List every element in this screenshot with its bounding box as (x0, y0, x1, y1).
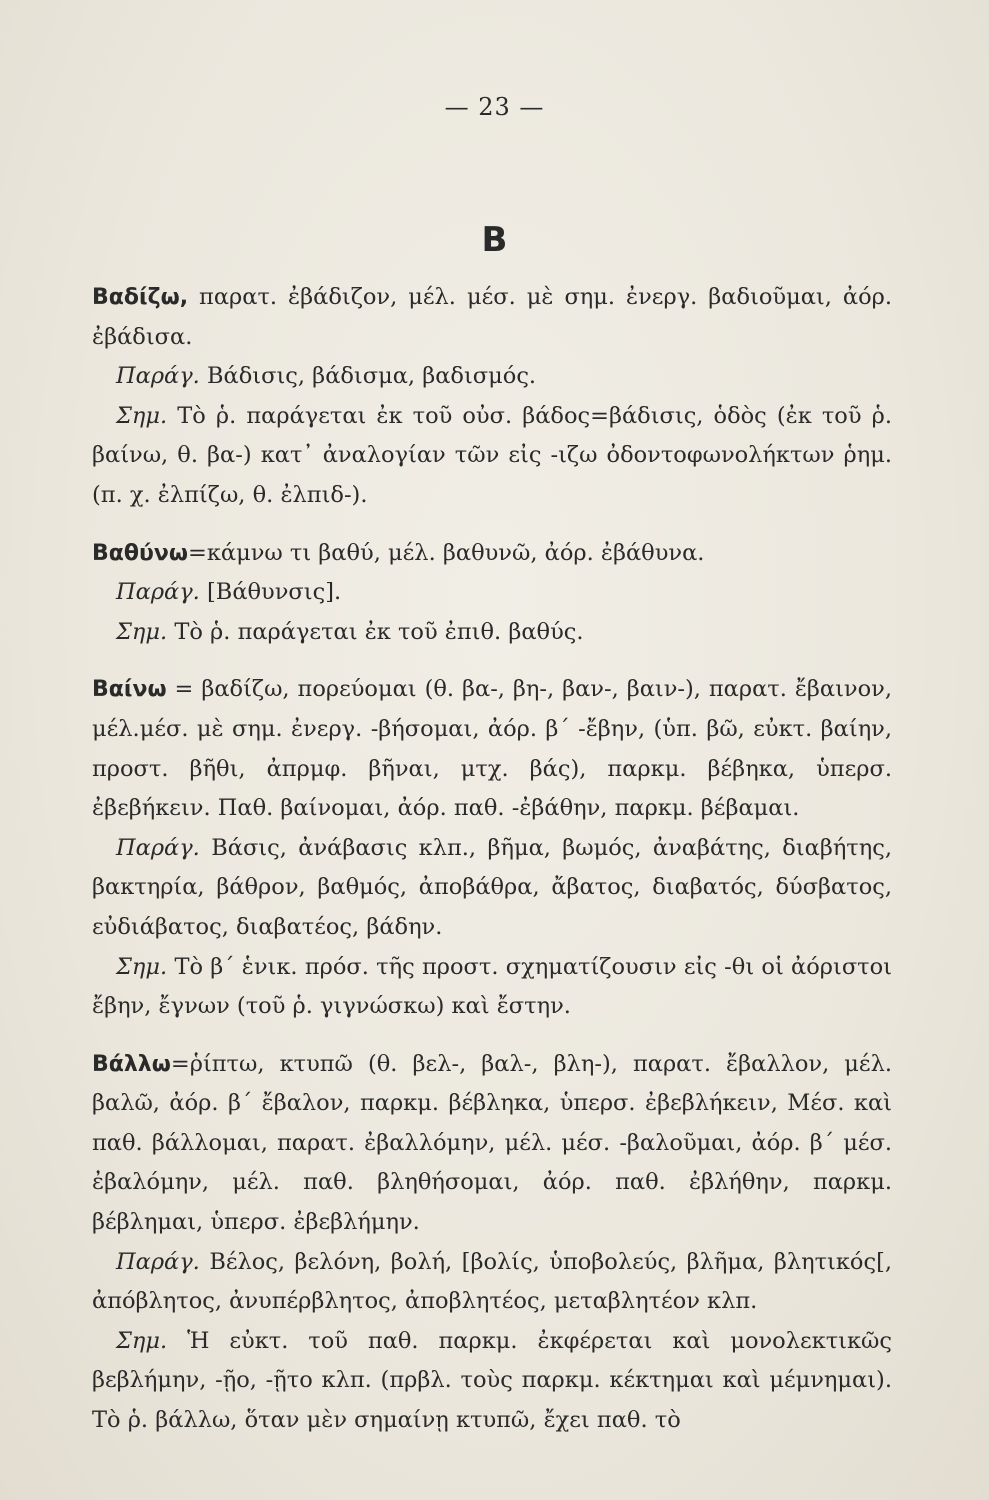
section-letter: B (481, 220, 508, 260)
entry-text: παρατ. ἐβάδιζον, μέλ. μέσ. μὲ σημ. ἐνεργ. βαδιοῦμαι, ἀόρ. ἐβάδισα. (92, 284, 892, 350)
dictionary-content (92, 278, 892, 1459)
entry-text: [Βάθυνσις]. (207, 579, 342, 606)
entry-label: Σημ. (116, 1327, 168, 1354)
entry-label: Παράγ. (116, 834, 200, 861)
entry-headword: Βαθύνω (92, 540, 188, 566)
entry-bathyno (92, 534, 892, 653)
entry-baino (92, 670, 892, 1026)
entry-label: Παράγ. (116, 363, 200, 390)
entry-text: =κάμνω τι βαθύ, μέλ. βαθυνῶ, ἀόρ. ἐβάθυνα. (187, 539, 705, 566)
entry-text: Βάσις, ἀνάβασις κλπ., βῆμα, βωμός, ἀναβάτης, διαβήτης, βακτηρία, βάθρον, βαθμός, ἀποβάθρα, ἄβατος, διαβατός, δύσβατος, εὐδιάβατος, διαβατέος, βάδην. (92, 834, 892, 940)
entry-label: Παράγ. (116, 1248, 200, 1275)
entry-badizo (92, 278, 892, 516)
entry-label: Παράγ. (116, 579, 200, 606)
entry-ballo (92, 1045, 892, 1441)
entry-text: = βαδίζω, πορεύομαι (θ. βα-, βη-, βαν-, βαιν-), παρατ. ἔβαινον, μέλ.μέσ. μὲ σημ. ἐνεργ. -βήσομαι, ἀόρ. β΄ -ἔβην, (ὑπ. βῶ, εὐκτ. βαίην, προστ. βῆθι, ἀπρμφ. βῆναι, μτχ. βάς), παρκμ. βέβηκα, ὑπερσ. ἐβεβήκειν. Παθ. βαίνομαι, ἀόρ. παθ. -ἐβάθην, παρκμ. βέβαμαι. (92, 676, 892, 822)
entry-text: =ῥίπτω, κτυπῶ (θ. βελ-, βαλ-, βλη-), παρατ. ἔβαλλον, μέλ. βαλῶ, ἀόρ. β΄ ἔβαλον, παρκμ. βέβληκα, ὑπερσ. ἐβεβλήκειν, Μέσ. καὶ παθ. βάλλομαι, παρατ. ἐβαλλόμην, μέλ. μέσ. -βαλοῦμαι, ἀόρ. β΄ μέσ. ἐβαλόμην, μέλ. παθ. βληθήσομαι, ἀόρ. παθ. ἐβλήθην, παρκμ. βέβλημαι, ὑπερσ. ἐβεβλήμην. (92, 1050, 892, 1236)
entry-headword: Βαδίζω, (92, 285, 189, 310)
entry-text: Τὸ ῥ. παράγεται ἐκ τοῦ οὐσ. βάδος=βάδισις, ὁδὸς (ἐκ τοῦ ῥ. βαίνω, θ. βα-) κατ᾽ ἀναλογίαν τῶν εἰς -ιζω ὀδοντοφωνολήκτων ῥημ. (π. χ. ἐλπίζω, θ. ἐλπιδ-). (92, 402, 892, 508)
entry-label: Σημ. (116, 953, 168, 980)
page-number: — 23 — (444, 93, 545, 121)
entry-text: Βέλος, βελόνη, βολή, [βολίς, ὑποβολεύς, βλῆμα, βλητικός[, ἀπόβλητος, ἀνυπέρβλητος, ἀποβλητέος, μεταβλητέον κλπ. (92, 1248, 892, 1315)
entry-headword: Βάλλω (92, 1051, 171, 1077)
entry-text: Τὸ β΄ ἑνικ. πρόσ. τῆς προστ. σχηματίζουσιν εἰς -θι οἱ ἀόριστοι ἔβην, ἔγνων (τοῦ ῥ. γιγνώσκω) καὶ ἔστην. (92, 953, 892, 1020)
entry-text: Τὸ ῥ. παράγεται ἐκ τοῦ ἐπιθ. βαθύς. (174, 618, 584, 645)
entry-label: Σημ. (116, 618, 168, 645)
entry-text: Ἡ εὐκτ. τοῦ παθ. παρκμ. ἐκφέρεται καὶ μονολεκτικῶς βεβλήμην, -ῇο, -ῇτο κλπ. (πρβλ. τοὺς παρκμ. κέκτημαι καὶ μέμνημαι). Τὸ ῥ. βάλλω, ὅταν μὲν σημαίνῃ κτυπῶ, ἔχει παθ. τὸ (92, 1327, 892, 1434)
entry-label: Σημ. (116, 402, 168, 429)
entry-headword: Βαίνω (92, 677, 167, 703)
entry-text: Βάδισις, βάδισμα, βαδισμός. (207, 363, 537, 390)
